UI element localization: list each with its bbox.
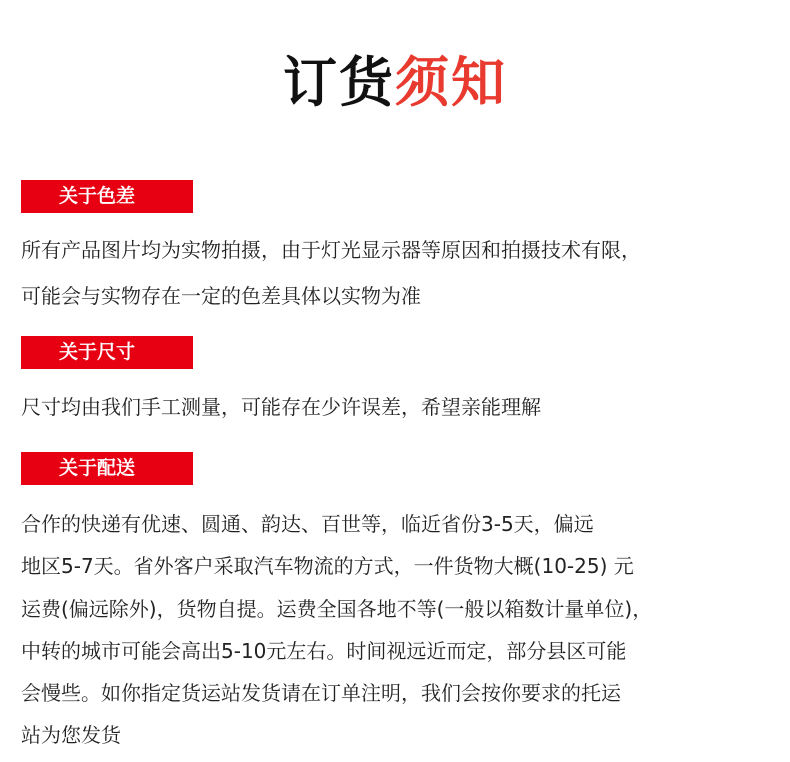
section-line: 所有产品图片均为实物拍摄，由于灯光显示器等原因和拍摄技术有限，: [21, 238, 641, 262]
section-line: 合作的快递有优速、圆通、韵达、百世等，临近省份3-5天，偏远: [21, 512, 594, 536]
section-heading-color-difference: 关于色差: [21, 180, 193, 213]
page-title: [0, 48, 790, 118]
page-title-part1: 订货: [283, 51, 395, 114]
section-heading-shipping: 关于配送: [21, 452, 193, 485]
section-heading-size: 关于尺寸: [21, 336, 193, 369]
section-line: 尺寸均由我们手工测量，可能存在少许误差，希望亲能理解: [21, 395, 541, 419]
section-line: 地区5-7天。省外客户采取汽车物流的方式，一件货物大概(10-25) 元: [21, 554, 634, 579]
section-line: 运费(偏远除外)，货物自提。运费全国各地不等(一般以箱数计量单位)，: [21, 596, 653, 621]
section-body-color-difference: [21, 227, 776, 319]
section-line: 中转的城市可能会高出5-10元左右。时间视远近而定，部分县区可能: [21, 638, 627, 663]
section-line: 会慢些。如你指定货运站发货请在订单注明，我们会按你要求的托运: [21, 681, 621, 706]
section-line: 可能会与实物存在一定的色差具体以实物为准: [21, 284, 421, 308]
section-line: 站为您发货: [21, 723, 121, 748]
page-title-part2: 须知: [395, 51, 507, 114]
section-body-size: [21, 387, 776, 427]
section-body-shipping: [21, 503, 776, 757]
